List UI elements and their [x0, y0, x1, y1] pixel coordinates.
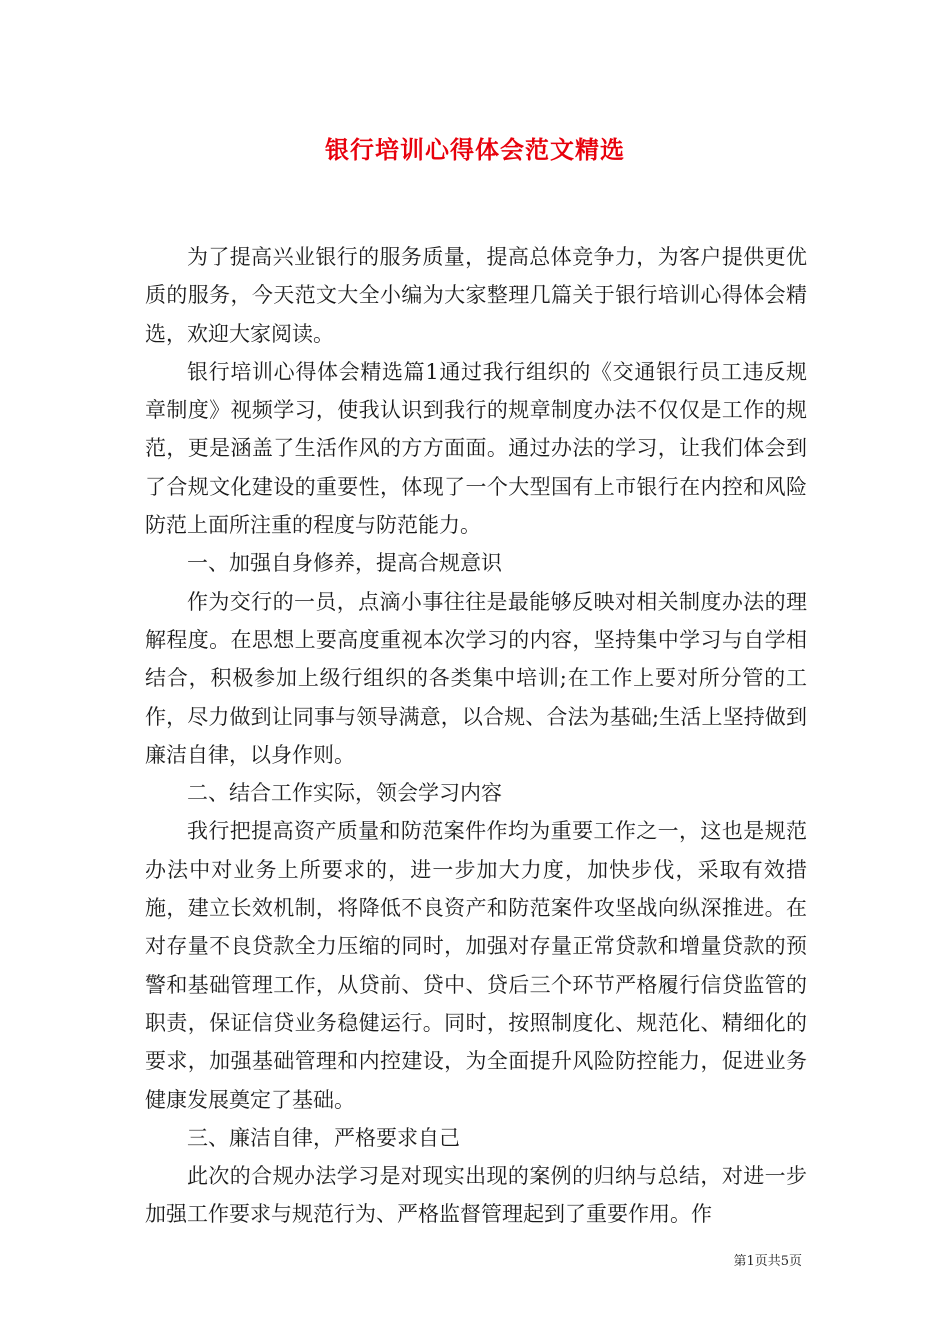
paragraph-section-3: 此次的合规办法学习是对现实出现的案例的归纳与总结，对进一步加强工作要求与规范行为、严格监督管理起到了重要作用。作	[145, 1164, 807, 1227]
section-heading-3: 三、廉洁自律，严格要求自己	[187, 1125, 460, 1150]
paragraph-article-1: 银行培训心得体会精选篇1通过我行组织的《交通银行员工违反规章制度》视频学习，使我认识到我行的规章制度办法不仅仅是工作的规范，更是涵盖了生活作风的方方面面。通过办法的学习，让我们体会到了合规文化建设的重要性，体现了一个大型国有上市银行在内控和风险防范上面所注重的程度与防范能力。	[145, 359, 807, 538]
section-heading-1: 一、加强自身修养，提高合规意识	[187, 551, 502, 576]
paragraph-intro: 为了提高兴业银行的服务质量，提高总体竞争力，为客户提供更优质的服务，今天范文大全小编为大家整理几篇关于银行培训心得体会精选，欢迎大家阅读。	[145, 245, 807, 346]
document-body	[145, 238, 807, 1234]
section-heading-2: 二、结合工作实际，领会学习内容	[187, 781, 502, 806]
page-number: 第1页共5页	[733, 1254, 802, 1269]
paragraph-section-1: 作为交行的一员，点滴小事往往是最能够反映对相关制度办法的理解程度。在思想上要高度重视本次学习的内容，坚持集中学习与自学相结合，积极参加上级行组织的各类集中培训;在工作上要对所分管的工作，尽力做到让同事与领导满意，以合规、合法为基础;生活上坚持做到廉洁自律，以身作则。	[145, 589, 807, 767]
page-title: 银行培训心得体会范文精选	[325, 135, 625, 164]
paragraph-section-2: 我行把提高资产质量和防范案件作均为重要工作之一，这也是规范办法中对业务上所要求的，进一步加大力度，加快步伐，采取有效措施，建立长效机制，将降低不良资产和防范案件攻坚战向纵深推进。在对存量不良贷款全力压缩的同时，加强对存量正常贷款和增量贷款的预警和基础管理工作，从贷前、贷中、贷后三个环节严格履行信贷监管的职责，保证信贷业务稳健运行。同时，按照制度化、规范化、精细化的要求，加强基础管理和内控建设，为全面提升风险防控能力，促进业务健康发展奠定了基础。	[145, 819, 807, 1112]
